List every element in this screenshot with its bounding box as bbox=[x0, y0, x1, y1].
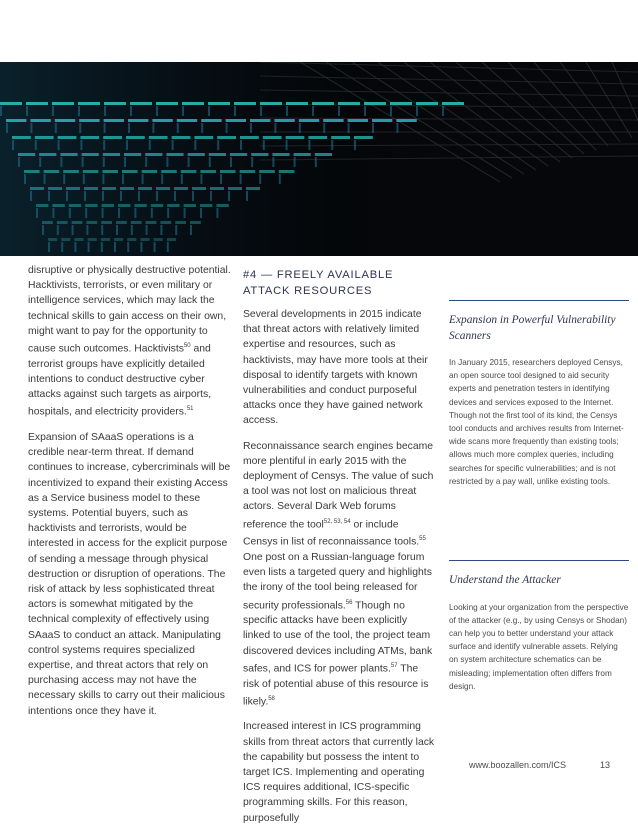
paragraph-ics-programming: Increased interest in ICS programming skills from threat actors that currently lack the capability but possess the intent to target ICS. Implementing and operating ICS requires additional, ICS-specific programming skills. For this reason, purposefully bbox=[243, 721, 435, 824]
sidebar-body: Looking at your organization from the perspective of the attacker (e.g., by using Censys or Shodan) can help you to better understand your attack surface and identify vulnerable assets. Relying on system architecture schematics can be misleading; implementation often differs from design. bbox=[449, 602, 629, 691]
footer-url[interactable]: www.boozallen.com/ICS bbox=[468, 760, 566, 770]
sidebar-box-attacker bbox=[449, 560, 629, 693]
footnote-ref: 51 bbox=[186, 406, 194, 413]
left-column bbox=[28, 263, 232, 729]
server-room-photo bbox=[0, 62, 638, 256]
page-number: 13 bbox=[599, 760, 610, 770]
footnote-ref: 56 bbox=[345, 599, 353, 606]
footnote-ref: 52, 53, 54 bbox=[323, 518, 351, 525]
section-heading: #4 — FREELY AVAILABLE ATTACK RESOURCES bbox=[243, 269, 394, 297]
footnote-ref: 58 bbox=[268, 695, 275, 702]
sidebar-box-scanners bbox=[449, 300, 629, 488]
middle-column bbox=[243, 263, 436, 836]
footnote-ref: 55 bbox=[419, 536, 426, 543]
paragraph-hacktivists: disruptive or physically destructive potential. Hacktivists, terrorists, or even military or intelligence services, which may lack the technical skills to gain access on their own, might want to pay for the opportunity to cause such outcomes. Hacktivists$^{50}$ and terrorist groups have explicitly detailed intentions to conduct destructive cyber attacks against such targets as airports, hospitals, and electricity providers.$^{51}$ bbox=[28, 265, 231, 418]
sidebar-body: In January 2015, researchers deployed Censys, an open source tool designed to aid security experts and penetration testers in identifying devices and services exposed to the Internet. Though not the first tool of its kind, the Censys tool conducts and archives results from Internet-wide scans more frequently than existing tools; allows much more complex queries, including searches for specific vulnerabilities; and is not restricted by a pay wall, unlike existing tools. bbox=[449, 358, 624, 486]
paragraph-reconnaissance: Reconnaissance search engines became more plentiful in early 2015 with the deployment of Censys. The value of such a tool was not lost on malicious threat actors. Several Dark Web forums reference the tool$^{52, 53, 54}$ or include Censys in list of reconnaissance tools.$^{55}$ One post on a Russian-language forum even lists a targeted query and highlights the irony of the tool being released for security professionals.$^{56}$ Though no specific attacks have been explicitly linked to use of the tool, the project team discovered devices including ATMs, bank safes, and ICS for power plants.$^{57}$ The risk of potential abuse of this resource is likely.$^{58}$ bbox=[243, 440, 434, 708]
sidebar-divider bbox=[449, 300, 629, 301]
paragraph-developments: Several developments in 2015 indicate that threat actors with relatively limited expertise and resources, such as hacktivists, may have more tools at their disposal to identify targets with known vulnerabilities and conduct purposeful attacks once they have gained network access. bbox=[243, 309, 428, 427]
sidebar-title: Expansion in Powerful Vulnerability Scanners bbox=[449, 314, 616, 342]
server-rack-image bbox=[0, 62, 638, 256]
footnote-ref: 50 bbox=[183, 343, 191, 350]
sidebar-divider bbox=[449, 560, 629, 561]
paragraph-saaas-expansion: Expansion of SAaaS operations is a credible near-term threat. If demand continues to increase, cybercriminals will be incentivized to expand their existing Access as a Service business model to these systems. Potential buyers, such as hacktivists and terrorists, would be interested in access for the explicit purpose of sending a message through physical destruction or disruption of operations. The risk of attack by less sophisticated threat actors is somewhat mitigated by the technical complexity of effectively using SAaaS to conduct an attack. Manipulating control systems requires specialized expertise, and threat actors that rely on purchasing access may not have the necessary skills to carry out their malicious intentions once they have it. bbox=[28, 431, 231, 717]
sidebar-title: Understand the Attacker bbox=[449, 574, 561, 586]
footnote-ref: 57 bbox=[390, 662, 398, 669]
